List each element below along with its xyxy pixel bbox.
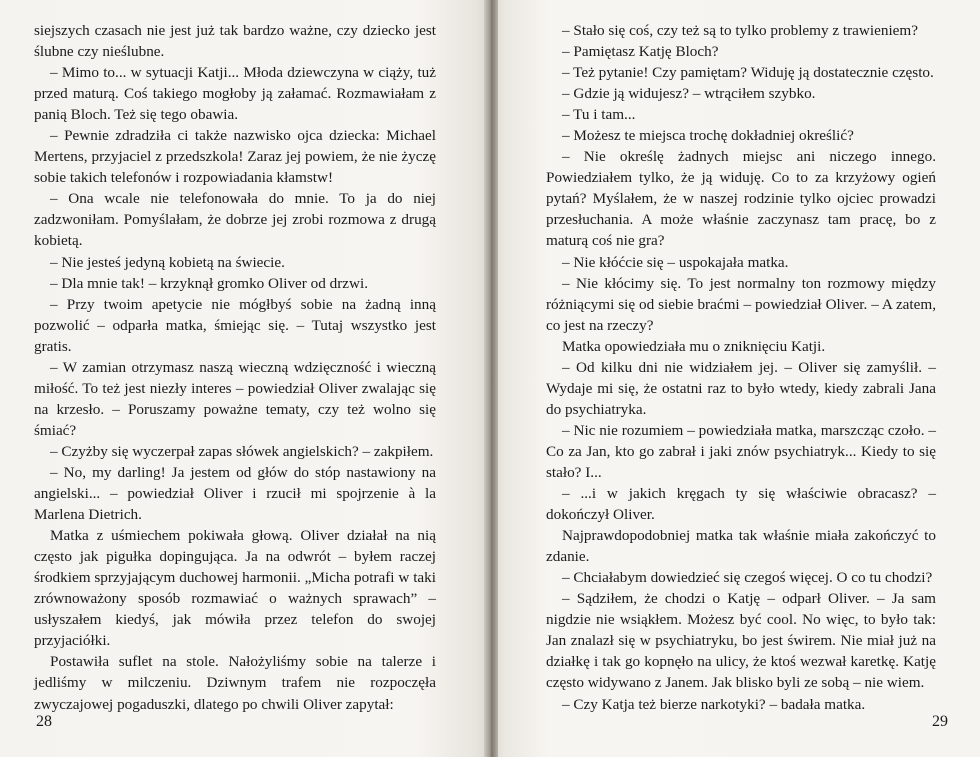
paragraph: – Nic nie rozumiem – powiedziała matka, marszcząc czoło. – Co za Jan, kto go zabrał i jaki znów psychiatryk... Kiedy to się stało? I... <box>546 421 936 481</box>
paragraph: – Czy Katja też bierze narkotyki? – badała matka. <box>562 695 866 713</box>
paragraph: Najprawdopodobniej matka tak właśnie miała zakończyć to zdanie. <box>546 527 936 566</box>
right-page-text <box>546 20 936 715</box>
page-number: 28 <box>36 713 52 730</box>
paragraph: – Chciałabym dowiedzieć się czegoś więcej. O co tu chodzi? <box>562 569 933 587</box>
paragraph: – Nie określę żadnych miejsc ani niczego innego. Powiedziałem tylko, że ją widuję. Co to za krzyżowy ogień pytań? Myślałem, że w naszej rodzinie tylko ojciec prowadzi przesłuchania. A może właśnie zaczynasz tam pracę, bo z maturą coś nie gra? <box>546 148 936 250</box>
paragraph: – No, my darling! Ja jestem od głów do stóp nastawiony na angielski... – powiedział Oliver i rzucił mi spojrzenie à la Marlena Dietrich. <box>34 463 436 524</box>
paragraph: – Ona wcale nie telefonowała do mnie. To ja do niej zadzwoniłam. Pomyślałam, że dobrze jej zrobi rozmowa z drugą kobietą. <box>34 190 436 250</box>
paragraph: – Czyżby się wyczerpał zapas słówek angielskich? – zakpiłem. <box>50 442 434 460</box>
paragraph: – ...i w jakich kręgach ty się właściwie obracasz? – dokończył Oliver. <box>546 485 936 524</box>
paragraph: – W zamian otrzymasz naszą wieczną wdzięczność i wieczną miłość. To też jest niezły interes – powiedział Oliver zwalając się na krzesło. – Poruszamy poważne tematy, czy też wolno się śmiać? <box>34 358 436 439</box>
page-number: 29 <box>932 713 948 730</box>
paragraph: – Od kilku dni nie widziałem jej. – Oliver się zamyślił. – Wydaje mi się, że ostatni raz to było wtedy, kiedy zabrali Jana do psychiatryka. <box>546 358 936 418</box>
paragraph: – Nie kłóćcie się – uspokajała matka. <box>562 253 789 271</box>
right-page <box>490 0 980 757</box>
paragraph: Postawiła suflet na stole. Nałożyliśmy sobie na talerze i jedliśmy w milczeniu. Dziwnym trafem nie rozpoczęła zwyczajowej pogaduszki, dlatego po chwili Oliver zapytał: <box>34 653 436 713</box>
book-gutter <box>484 0 498 757</box>
paragraph: – Możesz te miejsca trochę dokładniej określić? <box>562 127 854 145</box>
paragraph: – Dla mnie tak! – krzyknął gromko Oliver od drzwi. <box>50 274 369 292</box>
paragraph: – Gdzie ją widujesz? – wtrąciłem szybko. <box>562 85 816 103</box>
paragraph: Matka z uśmiechem pokiwała głową. Oliver działał na nią często jak pigułka dopingująca. Ja na odwrót – byłem raczej środkiem sprzyjającym duchowej harmonii. „Micha potrafi w taki zrównoważony sposób rozmawiać o ważnych sprawach” – usłyszałem kiedyś, jak mówiła przez telefon do swojej przyjaciółki. <box>34 527 436 650</box>
paragraph: – Przy twoim apetycie nie mógłbyś sobie na żadną inną pozwolić – odparła matka, śmiejąc się. – Tutaj wszystko jest gratis. <box>34 295 436 355</box>
paragraph: Matka opowiedziała mu o zniknięciu Katji. <box>562 337 826 355</box>
paragraph: – Pewnie zdradziła ci także nazwisko ojca dziecka: Michael Mertens, przyjaciel z przedszkola! Zaraz jej powiem, że nie życzę sobie takich telefonów i rozpowiadania kłamstw! <box>34 127 436 187</box>
paragraph: – Stało się coś, czy też są to tylko problemy z trawieniem? <box>562 22 918 39</box>
paragraph: – Tu i tam... <box>562 106 636 124</box>
paragraph: – Mimo to... w sytuacji Katji... Młoda dziewczyna w ciąży, tuż przed maturą. Coś takiego mogłoby ją załamać. Rozmawiałam z panią Bloch. Też się tego obawia. <box>34 64 436 124</box>
paragraph: siejszych czasach nie jest już tak bardzo ważne, czy dziecko jest ślubne czy nieślubne. <box>34 22 436 61</box>
paragraph: – Też pytanie! Czy pamiętam? Widuję ją dostatecznie często. <box>562 64 934 82</box>
paragraph: – Sądziłem, że chodzi o Katję – odparł Oliver. – Ja sam nigdzie nie wsiąkłem. Możesz być cool. No więc, to było tak: Jan znalazł się w psychiatryku, bo jest świrem. Nie miał już na działkę i tak go kopnęło na ulicy, że ktoś wezwał karetkę. Katję często widywano z Janem. Jak blisko byli ze sobą – nie wiem. <box>546 590 936 692</box>
left-page-text <box>34 20 436 715</box>
paragraph: – Nie kłócimy się. To jest normalny ton rozmowy między różniącymi się od siebie braćmi – powiedział Oliver. – A zatem, co jest na rzeczy? <box>546 274 936 334</box>
paragraph: – Pamiętasz Katję Bloch? <box>562 43 719 61</box>
paragraph: – Nie jesteś jedyną kobietą na świecie. <box>50 253 285 271</box>
